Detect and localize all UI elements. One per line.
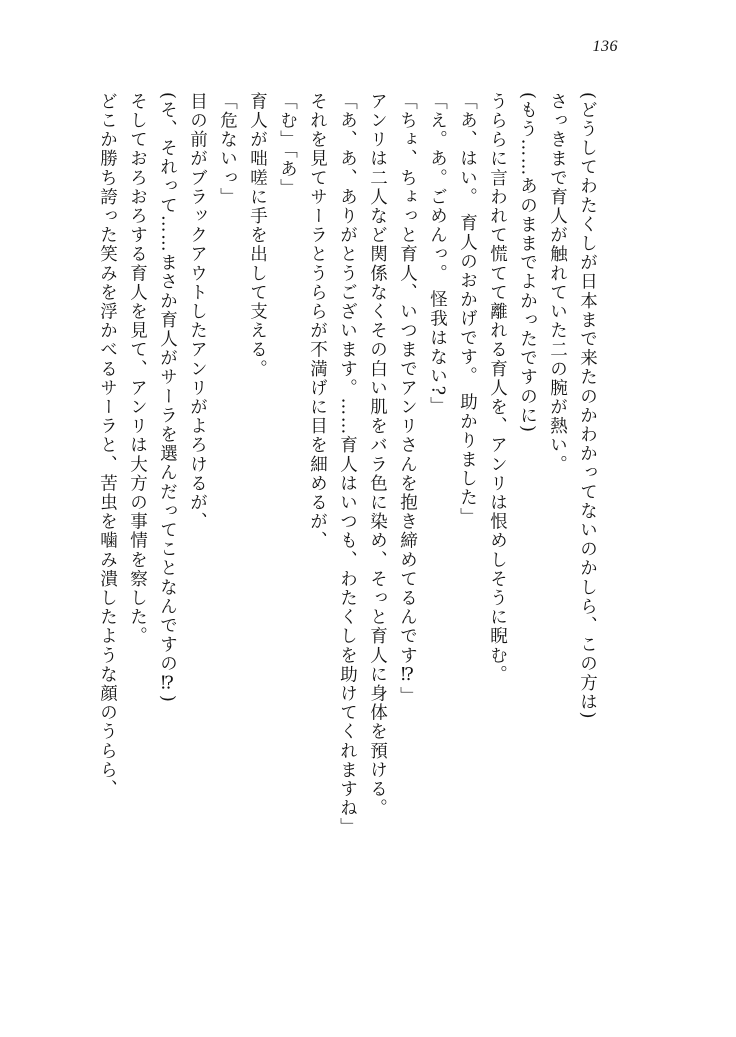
vertical-text-block [98, 92, 658, 952]
text-line: 育人が咄嗟に手を出して支える。 [247, 92, 268, 379]
text-line: (もう……あのままでよかったですのに) [517, 92, 538, 434]
page-number: 136 [592, 38, 618, 55]
text-line: 「え。あ。ごめんっ。 怪我はない?」 [427, 92, 448, 416]
text-line: 「む」「あ」 [277, 92, 298, 198]
text-line: アンリは二人など関係なくその白い肌をバラ色に染め、そっと育人に身体を預ける。 [367, 92, 388, 818]
text-line: うららに言われて慌てて離れる育人を、アンリは恨めしそうに睨む。 [487, 92, 508, 685]
text-line: (どうしてわたくしが日本まで来たのかわかってないのかしら、この方は) [577, 92, 598, 721]
text-line: 「危ないっ」 [217, 92, 238, 207]
text-line: 「あ、はい。 育人のおかげです。 助かりました」 [457, 92, 478, 527]
text-line: 「ちょ、ちょっと育人、いつまでアンリさんを抱き締めてるんです⁉」 [397, 92, 418, 706]
text-line: 目の前がブラックアウトしたアンリがよろけるが、 [187, 92, 208, 532]
text-line: そしておろおろする育人を見て、アンリは大方の事情を察した。 [127, 92, 148, 646]
text-line: さっきまで育人が触れていた二の腕が熱い。 [547, 92, 568, 474]
text-line: それを見てサーラとうららが不満げに目を細めるが、 [307, 92, 328, 551]
text-line: どこか勝ち誇った笑みを浮かべるサーラと、苦虫を噛み潰したような顔のうらら、 [97, 92, 118, 799]
text-line: 「あ、あ、ありがとうございます。……育人はいつも、わたくしを助けてくれますね」 [337, 92, 358, 837]
text-line: (そ、それって……まさか育人がサーラを選んだってことなんですの⁉) [157, 92, 178, 704]
